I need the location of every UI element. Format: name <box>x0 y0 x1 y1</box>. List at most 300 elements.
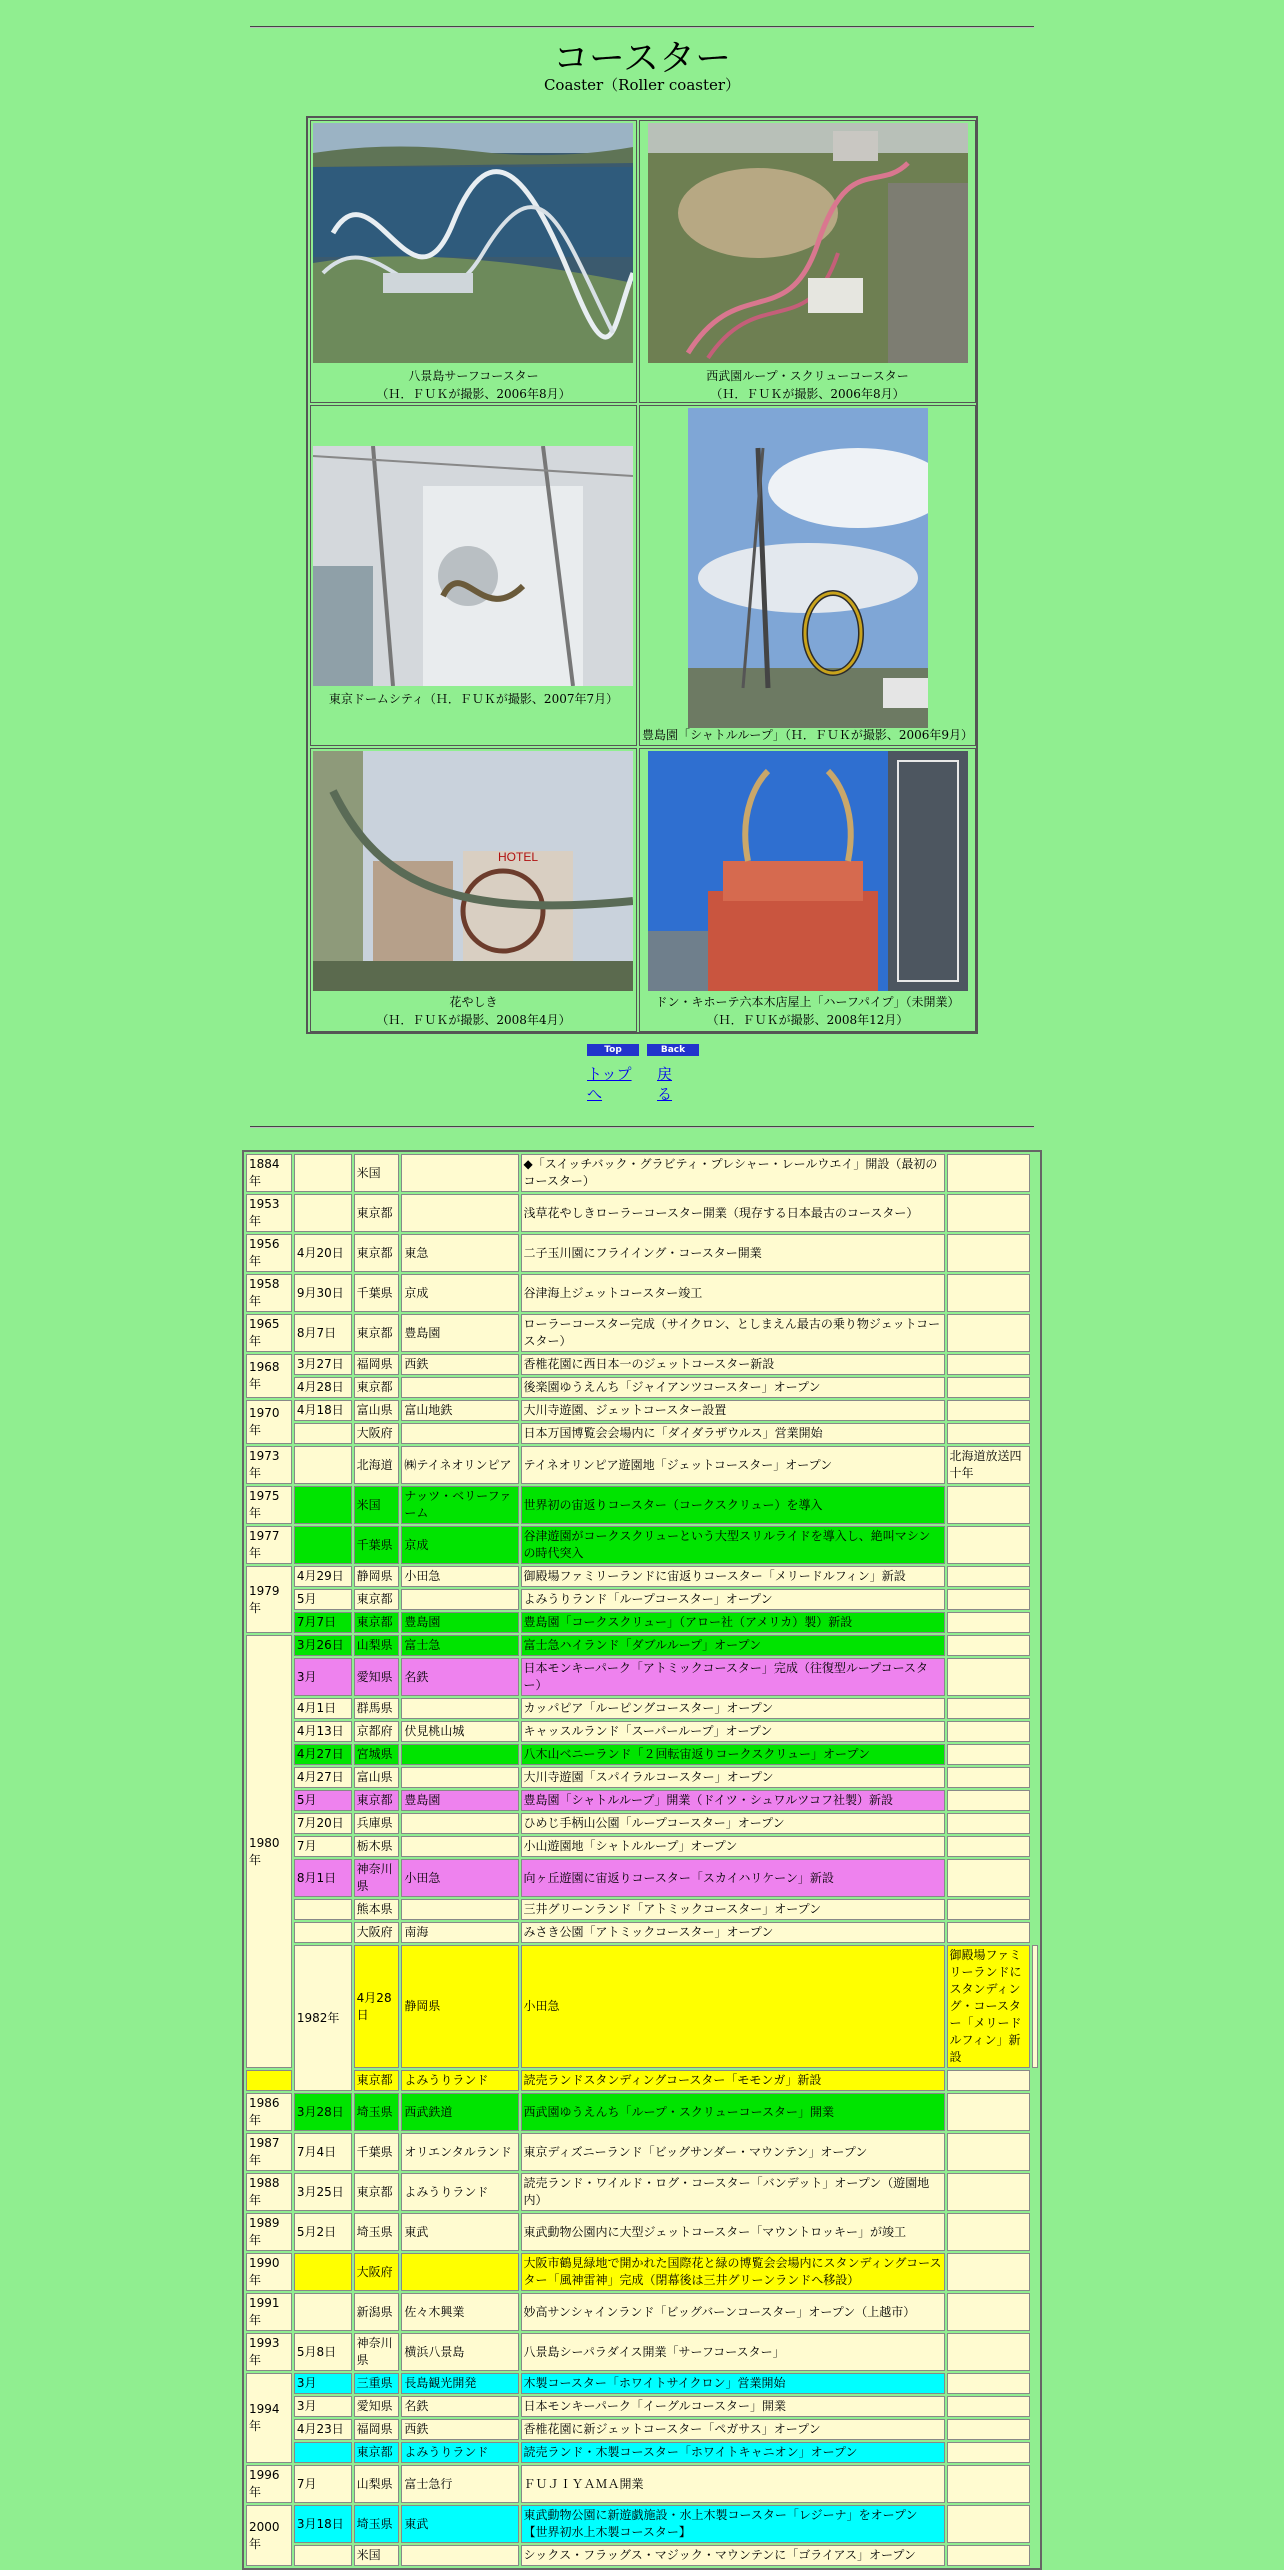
table-row <box>246 1400 1038 1421</box>
company-cell: 京成 <box>401 1526 518 1564</box>
table-row <box>246 1698 1038 1719</box>
company-cell: 名鉄 <box>401 1658 518 1696</box>
date-cell: 7月4日 <box>294 2133 352 2171</box>
table-row <box>246 1314 1038 1352</box>
year-cell: 1953年 <box>246 1194 292 1232</box>
event-cell: シックス・フラッグス・マジック・マウンテンに「ゴライアス」オープン <box>521 2545 945 2566</box>
photo-credit: （Ｈ．ＦＵＫが撮影、2006年8月） <box>376 387 571 401</box>
event-cell: 大川寺遊園「スパイラルコースター」オープン <box>521 1767 945 1788</box>
photo-gallery <box>306 116 978 1034</box>
table-row <box>246 2333 1038 2371</box>
top-button[interactable]: Top <box>587 1044 639 1056</box>
prefecture-cell: 大阪府 <box>354 1922 400 1943</box>
photo-cell <box>639 748 976 1032</box>
table-row <box>246 2396 1038 2417</box>
prefecture-cell: 山梨県 <box>354 2465 400 2503</box>
table-row <box>246 1813 1038 1834</box>
company-cell: よみうりランド <box>401 2070 518 2091</box>
prefecture-cell: 愛知県 <box>354 2396 400 2417</box>
prefecture-cell: 福岡県 <box>354 2419 400 2440</box>
table-row <box>246 1446 1038 1484</box>
date-cell: 3月25日 <box>294 2173 352 2211</box>
date-cell: 4月20日 <box>294 1234 352 1272</box>
note-cell <box>947 1354 1030 1375</box>
prefecture-cell: 宮城県 <box>354 1744 400 1765</box>
table-row <box>246 2505 1038 2543</box>
prefecture-cell: 米国 <box>354 2545 400 2566</box>
note-cell <box>947 2419 1030 2440</box>
event-cell: ひめじ手柄山公園「ループコースター」オープン <box>521 1813 945 1834</box>
table-row <box>246 1721 1038 1742</box>
company-cell: 小田急 <box>521 1945 945 2068</box>
table-row <box>246 1922 1038 1943</box>
table-row <box>246 1566 1038 1587</box>
back-link[interactable]: 戻る <box>657 1065 673 1103</box>
company-cell: 豊島園 <box>401 1314 518 1352</box>
event-cell: 豊島園「コークスクリュー」（アロー社（アメリカ）製）新設 <box>521 1612 945 1633</box>
photo-credit: （Ｈ．ＦＵＫが撮影、2008年12月） <box>706 1013 909 1027</box>
company-cell <box>401 1154 518 1192</box>
note-cell <box>947 1813 1030 1834</box>
photo-caption: 東京ドームシティ（Ｈ．ＦＵＫが撮影、2007年7月） <box>328 692 619 706</box>
table-row <box>246 2213 1038 2251</box>
year-cell: 1994年 <box>246 2373 292 2463</box>
prefecture-cell: 東京都 <box>354 1612 400 1633</box>
prefecture-cell: 東京都 <box>354 2442 400 2463</box>
company-cell: 横浜八景島 <box>401 2333 518 2371</box>
note-cell <box>947 1526 1030 1564</box>
table-row <box>246 2373 1038 2394</box>
date-cell: 4月28日 <box>354 1945 400 2068</box>
table-row <box>246 1859 1038 1897</box>
date-cell <box>294 2293 352 2331</box>
photo-caption: ドン・キホーテ六本木店屋上「ハーフパイプ」（未開業） <box>655 995 960 1009</box>
date-cell: 7月 <box>294 1836 352 1857</box>
year-cell: 1982年 <box>294 1945 352 2091</box>
date-cell <box>294 2545 352 2566</box>
year-cell: 1987年 <box>246 2133 292 2171</box>
note-cell <box>947 1721 1030 1742</box>
table-row <box>246 2093 1038 2131</box>
company-cell <box>401 1744 518 1765</box>
event-cell: 読売ランドスタンディングコースター「モモンガ」新設 <box>521 2070 945 2091</box>
date-cell: 4月28日 <box>294 1377 352 1398</box>
prefecture-cell: 静岡県 <box>354 1566 400 1587</box>
company-cell <box>401 2545 518 2566</box>
table-row <box>246 1899 1038 1920</box>
note-cell <box>947 1377 1030 1398</box>
date-cell: 8月7日 <box>294 1314 352 1352</box>
prefecture-cell: 米国 <box>354 1486 400 1524</box>
prefecture-cell: 静岡県 <box>401 1945 518 2068</box>
note-cell <box>947 2253 1030 2291</box>
year-cell: 1990年 <box>246 2253 292 2291</box>
company-cell: 東武 <box>401 2213 518 2251</box>
table-row <box>246 2070 1038 2091</box>
table-row <box>246 1744 1038 1765</box>
prefecture-cell: 栃木県 <box>354 1836 400 1857</box>
event-cell: 香椎花園に西日本一のジェットコースター新設 <box>521 1354 945 1375</box>
prefecture-cell: 東京都 <box>354 1790 400 1811</box>
year-cell: 1988年 <box>246 2173 292 2211</box>
company-cell: 佐々木興業 <box>401 2293 518 2331</box>
date-cell: 3月18日 <box>294 2505 352 2543</box>
date-cell <box>246 2070 292 2091</box>
company-cell: 富士急行 <box>401 2465 518 2503</box>
note-cell <box>947 2093 1030 2131</box>
event-cell: 東武動物公園内に大型ジェットコースター「マウントロッキー」が竣工 <box>521 2213 945 2251</box>
event-cell: 読売ランド・木製コースター「ホワイトキャニオン」オープン <box>521 2442 945 2463</box>
table-row <box>246 1274 1038 1312</box>
note-cell <box>1032 1945 1038 2068</box>
note-cell <box>947 2133 1030 2171</box>
note-cell <box>947 1194 1030 1232</box>
year-cell: 1993年 <box>246 2333 292 2371</box>
note-cell <box>947 1859 1030 1897</box>
date-cell <box>294 1154 352 1192</box>
company-cell <box>401 1899 518 1920</box>
event-cell: 木製コースター「ホワイトサイクロン」営業開始 <box>521 2373 945 2394</box>
company-cell: 東武 <box>401 2505 518 2543</box>
company-cell: 東急 <box>401 1234 518 1272</box>
date-cell: 4月18日 <box>294 1400 352 1421</box>
table-row <box>246 1526 1038 1564</box>
date-cell: 4月23日 <box>294 2419 352 2440</box>
event-cell: 世界初の宙返りコースター（コークスクリュー）を導入 <box>521 1486 945 1524</box>
event-cell: 西武園ゆうえんち「ループ・スクリューコースター」開業 <box>521 2093 945 2131</box>
company-cell <box>401 1194 518 1232</box>
table-row <box>246 1635 1038 1656</box>
note-cell <box>947 2465 1030 2503</box>
photo-cell <box>310 405 637 746</box>
page-subtitle: Coaster（Roller coaster） <box>543 76 741 94</box>
photo-toshimaen-shuttle-loop <box>688 408 928 728</box>
prefecture-cell: 大阪府 <box>354 2253 400 2291</box>
event-cell: 豊島園「シャトルループ」開業（ドイツ・シュワルツコフ社製）新設 <box>521 1790 945 1811</box>
prefecture-cell: 東京都 <box>354 1194 400 1232</box>
prefecture-cell: 京都府 <box>354 1721 400 1742</box>
prefecture-cell: 東京都 <box>354 2070 400 2091</box>
date-cell: 5月8日 <box>294 2333 352 2371</box>
table-row <box>246 2293 1038 2331</box>
year-cell: 1973年 <box>246 1446 292 1484</box>
year-cell: 1980年 <box>246 1635 292 2068</box>
company-cell: 伏見桃山城 <box>401 1721 518 1742</box>
date-cell: 4月27日 <box>294 1744 352 1765</box>
note-cell <box>947 2545 1030 2566</box>
photo-caption: 西武園ループ・スクリューコースター <box>706 369 909 383</box>
company-cell: 長島観光開発 <box>401 2373 518 2394</box>
year-cell: 1977年 <box>246 1526 292 1564</box>
prefecture-cell: 富山県 <box>354 1767 400 1788</box>
event-cell: 大阪市鶴見緑地で開かれた国際花と緑の博覧会会場内にスタンディングコースター「風神雷神」完成（閉幕後は三井グリーンランドへ移設） <box>521 2253 945 2291</box>
date-cell: 5月 <box>294 1790 352 1811</box>
note-cell <box>947 1698 1030 1719</box>
note-cell <box>947 1836 1030 1857</box>
company-cell <box>401 1377 518 1398</box>
date-cell: 3月 <box>294 1658 352 1696</box>
photo-credit: （Ｈ．ＦＵＫが撮影、2006年8月） <box>710 387 905 401</box>
note-cell <box>947 1486 1030 1524</box>
year-cell: 1968年 <box>246 1354 292 1398</box>
note-cell <box>947 2505 1030 2543</box>
table-row <box>246 1836 1038 1857</box>
date-cell: 4月27日 <box>294 1767 352 1788</box>
table-row <box>246 2442 1038 2463</box>
date-cell: 8月1日 <box>294 1859 352 1897</box>
prefecture-cell: 神奈川県 <box>354 2333 400 2371</box>
table-row <box>246 1354 1038 1375</box>
event-cell: 日本モンキーパーク「イーグルコースター」開業 <box>521 2396 945 2417</box>
date-cell: 3月 <box>294 2373 352 2394</box>
event-cell: 御殿場ファミリーランドにスタンディング・コースター「メリードルフィン」新設 <box>947 1945 1030 2068</box>
event-cell: 八景島シーパラダイス開業「サーフコースター」 <box>521 2333 945 2371</box>
date-cell: 3月 <box>294 2396 352 2417</box>
note-cell <box>947 2070 1030 2091</box>
table-row <box>246 1154 1038 1192</box>
company-cell: よみうりランド <box>401 2173 518 2211</box>
event-cell: 香椎花園に新ジェットコースター「ペガサス」オープン <box>521 2419 945 2440</box>
year-cell: 1970年 <box>246 1400 292 1444</box>
date-cell: 5月2日 <box>294 2213 352 2251</box>
table-row <box>246 2173 1038 2211</box>
table-row <box>246 1945 1038 2068</box>
date-cell <box>294 2253 352 2291</box>
photo-caption: 八景島サーフコースター <box>408 369 539 383</box>
event-cell: 小山遊園地「シャトルループ」オープン <box>521 1836 945 1857</box>
prefecture-cell: 東京都 <box>354 1377 400 1398</box>
date-cell: 5月 <box>294 1589 352 1610</box>
prefecture-cell: 愛知県 <box>354 1658 400 1696</box>
year-cell: 1884年 <box>246 1154 292 1192</box>
company-cell <box>401 1589 518 1610</box>
event-cell: ローラーコースター完成（サイクロン、としまえん最古の乗り物ジェットコースター） <box>521 1314 945 1352</box>
table-row <box>246 2419 1038 2440</box>
date-cell: 7月 <box>294 2465 352 2503</box>
prefecture-cell: 三重県 <box>354 2373 400 2394</box>
company-cell: 小田急 <box>401 1859 518 1897</box>
date-cell: 7月20日 <box>294 1813 352 1834</box>
note-cell <box>947 1154 1030 1192</box>
prefecture-cell: 東京都 <box>354 1234 400 1272</box>
photo-caption: 豊島園「シャトルループ」（Ｈ．ＦＵＫが撮影、2006年9月） <box>641 728 974 742</box>
table-row <box>246 1234 1038 1272</box>
svg-text:HOTEL: HOTEL <box>498 850 539 864</box>
prefecture-cell: 千葉県 <box>354 2133 400 2171</box>
company-cell: 西鉄 <box>401 1354 518 1375</box>
photo-cell <box>310 748 637 1032</box>
event-cell: 東京ディズニーランド「ビッグサンダー・マウンテン」オープン <box>521 2133 945 2171</box>
event-cell: 御殿場ファミリーランドに宙返りコースター「メリードルフィン」新設 <box>521 1566 945 1587</box>
company-cell: 西鉄 <box>401 2419 518 2440</box>
prefecture-cell: 兵庫県 <box>354 1813 400 1834</box>
table-row <box>246 1486 1038 1524</box>
table-row <box>246 1377 1038 1398</box>
company-cell <box>401 1698 518 1719</box>
note-cell <box>947 1423 1030 1444</box>
company-cell: 南海 <box>401 1922 518 1943</box>
note-cell: 北海道放送四十年 <box>947 1446 1030 1484</box>
company-cell <box>401 1767 518 1788</box>
event-cell: 二子玉川園にフライイング・コースター開業 <box>521 1234 945 1272</box>
company-cell: ナッツ・ベリーファーム <box>401 1486 518 1524</box>
prefecture-cell: 山梨県 <box>354 1635 400 1656</box>
event-cell: 妙高サンシャインランド「ビッグバーンコースター」オープン（上越市） <box>521 2293 945 2331</box>
back-button[interactable]: Back <box>647 1044 699 1056</box>
year-cell: 1989年 <box>246 2213 292 2251</box>
year-cell: 1986年 <box>246 2093 292 2131</box>
event-cell: 向ヶ丘遊園に宙返りコースター「スカイハリケーン」新設 <box>521 1859 945 1897</box>
note-cell <box>947 1589 1030 1610</box>
prefecture-cell: 東京都 <box>354 1314 400 1352</box>
note-cell <box>947 1922 1030 1943</box>
event-cell: 谷津海上ジェットコースター竣工 <box>521 1274 945 1312</box>
event-cell: カッパピア「ルーピングコースター」オープン <box>521 1698 945 1719</box>
note-cell <box>947 1899 1030 1920</box>
event-cell: 富士急ハイランド「ダブルループ」オープン <box>521 1635 945 1656</box>
note-cell <box>947 1658 1030 1696</box>
date-cell: 3月28日 <box>294 2093 352 2131</box>
table-row <box>246 1790 1038 1811</box>
photo-tokyo-dome-city <box>313 446 633 686</box>
note-cell <box>947 2373 1030 2394</box>
date-cell: 9月30日 <box>294 1274 352 1312</box>
note-cell <box>947 1767 1030 1788</box>
event-cell: 谷津遊園がコークスクリューという大型スリルライドを導入し、絶叫マシンの時代突入 <box>521 1526 945 1564</box>
date-cell <box>294 2442 352 2463</box>
date-cell: 4月29日 <box>294 1566 352 1587</box>
table-row <box>246 1658 1038 1696</box>
company-cell: よみうりランド <box>401 2442 518 2463</box>
prefecture-cell: 埼玉県 <box>354 2093 400 2131</box>
note-cell <box>947 1274 1030 1312</box>
company-cell: オリエンタルランド <box>401 2133 518 2171</box>
note-cell <box>947 1400 1030 1421</box>
prefecture-cell: 東京都 <box>354 1589 400 1610</box>
prefecture-cell: 群馬県 <box>354 1698 400 1719</box>
event-cell: ＦＵＪＩＹＡＭＡ開業 <box>521 2465 945 2503</box>
company-cell <box>401 1836 518 1857</box>
year-cell: 1975年 <box>246 1486 292 1524</box>
year-cell: 1965年 <box>246 1314 292 1352</box>
coaster-chronology-table <box>242 1150 1042 2570</box>
prefecture-cell: 福岡県 <box>354 1354 400 1375</box>
note-cell <box>947 1612 1030 1633</box>
photo-donki-roppongi-half-pipe <box>648 751 968 991</box>
date-cell <box>294 1423 352 1444</box>
company-cell: 豊島園 <box>401 1790 518 1811</box>
date-cell <box>294 1922 352 1943</box>
photo-caption: 花やしき <box>449 995 498 1009</box>
table-row <box>246 1767 1038 1788</box>
prefecture-cell: 埼玉県 <box>354 2505 400 2543</box>
note-cell <box>947 2396 1030 2417</box>
event-cell: 大川寺遊園、ジェットコースター設置 <box>521 1400 945 1421</box>
note-cell <box>947 2213 1030 2251</box>
company-cell: 西武鉄道 <box>401 2093 518 2131</box>
note-cell <box>947 2442 1030 2463</box>
note-cell <box>947 1744 1030 1765</box>
prefecture-cell: 北海道 <box>354 1446 400 1484</box>
prefecture-cell: 米国 <box>354 1154 400 1192</box>
date-cell: 4月1日 <box>294 1698 352 1719</box>
event-cell: 東武動物公園に新遊戯施設・水上木製コースター「レジーナ」をオープン【世界初水上木製コースター】 <box>521 2505 945 2543</box>
company-cell: 富山地鉄 <box>401 1400 518 1421</box>
prefecture-cell: 神奈川県 <box>354 1859 400 1897</box>
table-row <box>246 2133 1038 2171</box>
date-cell <box>294 1194 352 1232</box>
note-cell <box>947 2173 1030 2211</box>
year-cell: 2000年 <box>246 2505 292 2566</box>
prefecture-cell: 新潟県 <box>354 2293 400 2331</box>
date-cell <box>294 1486 352 1524</box>
photo-hakkeijima-surf-coaster <box>313 123 633 363</box>
table-row <box>246 1194 1038 1232</box>
year-cell: 1956年 <box>246 1234 292 1272</box>
table-row <box>246 1589 1038 1610</box>
prefecture-cell: 熊本県 <box>354 1899 400 1920</box>
photo-hanayashiki <box>313 751 633 991</box>
event-cell: 日本万国博覧会会場内に「ダイダラザウルス」営業開始 <box>521 1423 945 1444</box>
company-cell <box>401 2253 518 2291</box>
note-cell <box>947 1314 1030 1352</box>
date-cell <box>294 1899 352 1920</box>
photo-seibuen-loop-screw-coaster <box>648 123 968 363</box>
event-cell: ◆「スイッチバック・グラビティ・プレシャー・レールウエイ」開設（最初のコースター） <box>521 1154 945 1192</box>
prefecture-cell: 東京都 <box>354 2173 400 2211</box>
date-cell <box>294 1526 352 1564</box>
date-cell <box>294 1446 352 1484</box>
event-cell: テイネオリンピア遊園地「ジェットコースター」オープン <box>521 1446 945 1484</box>
photo-cell <box>310 120 637 403</box>
event-cell: みさき公園「アトミックコースター」オープン <box>521 1922 945 1943</box>
table-row <box>246 1423 1038 1444</box>
prefecture-cell: 千葉県 <box>354 1526 400 1564</box>
event-cell: 八木山ベニーランド「２回転宙返りコークスクリュー」オープン <box>521 1744 945 1765</box>
prefecture-cell: 富山県 <box>354 1400 400 1421</box>
top-link[interactable]: トップへ <box>587 1065 632 1103</box>
table-row <box>246 1612 1038 1633</box>
company-cell: 豊島園 <box>401 1612 518 1633</box>
prefecture-cell: 大阪府 <box>354 1423 400 1444</box>
table-row <box>246 2465 1038 2503</box>
top-rule <box>250 26 1034 28</box>
year-cell: 1996年 <box>246 2465 292 2503</box>
company-cell: 名鉄 <box>401 2396 518 2417</box>
company-cell <box>401 1423 518 1444</box>
prefecture-cell: 埼玉県 <box>354 2213 400 2251</box>
year-cell: 1991年 <box>246 2293 292 2331</box>
photo-cell <box>639 405 976 746</box>
company-cell: 富士急 <box>401 1635 518 1656</box>
event-cell: 浅草花やしきローラーコースター開業（現存する日本最古のコースター） <box>521 1194 945 1232</box>
note-cell <box>947 1234 1030 1272</box>
note-cell <box>947 2333 1030 2371</box>
date-cell: 7月7日 <box>294 1612 352 1633</box>
date-cell: 3月27日 <box>294 1354 352 1375</box>
year-cell: 1958年 <box>246 1274 292 1312</box>
photo-cell <box>639 120 976 403</box>
company-cell: ㈱テイネオリンピア <box>401 1446 518 1484</box>
note-cell <box>947 1566 1030 1587</box>
note-cell <box>947 2293 1030 2331</box>
event-cell: 三井グリーンランド「アトミックコースター」オープン <box>521 1899 945 1920</box>
table-row <box>246 2545 1038 2566</box>
event-cell: よみうりランド「ループコースター」オープン <box>521 1589 945 1610</box>
prefecture-cell: 千葉県 <box>354 1274 400 1312</box>
company-cell: 小田急 <box>401 1566 518 1587</box>
table-row <box>246 2253 1038 2291</box>
